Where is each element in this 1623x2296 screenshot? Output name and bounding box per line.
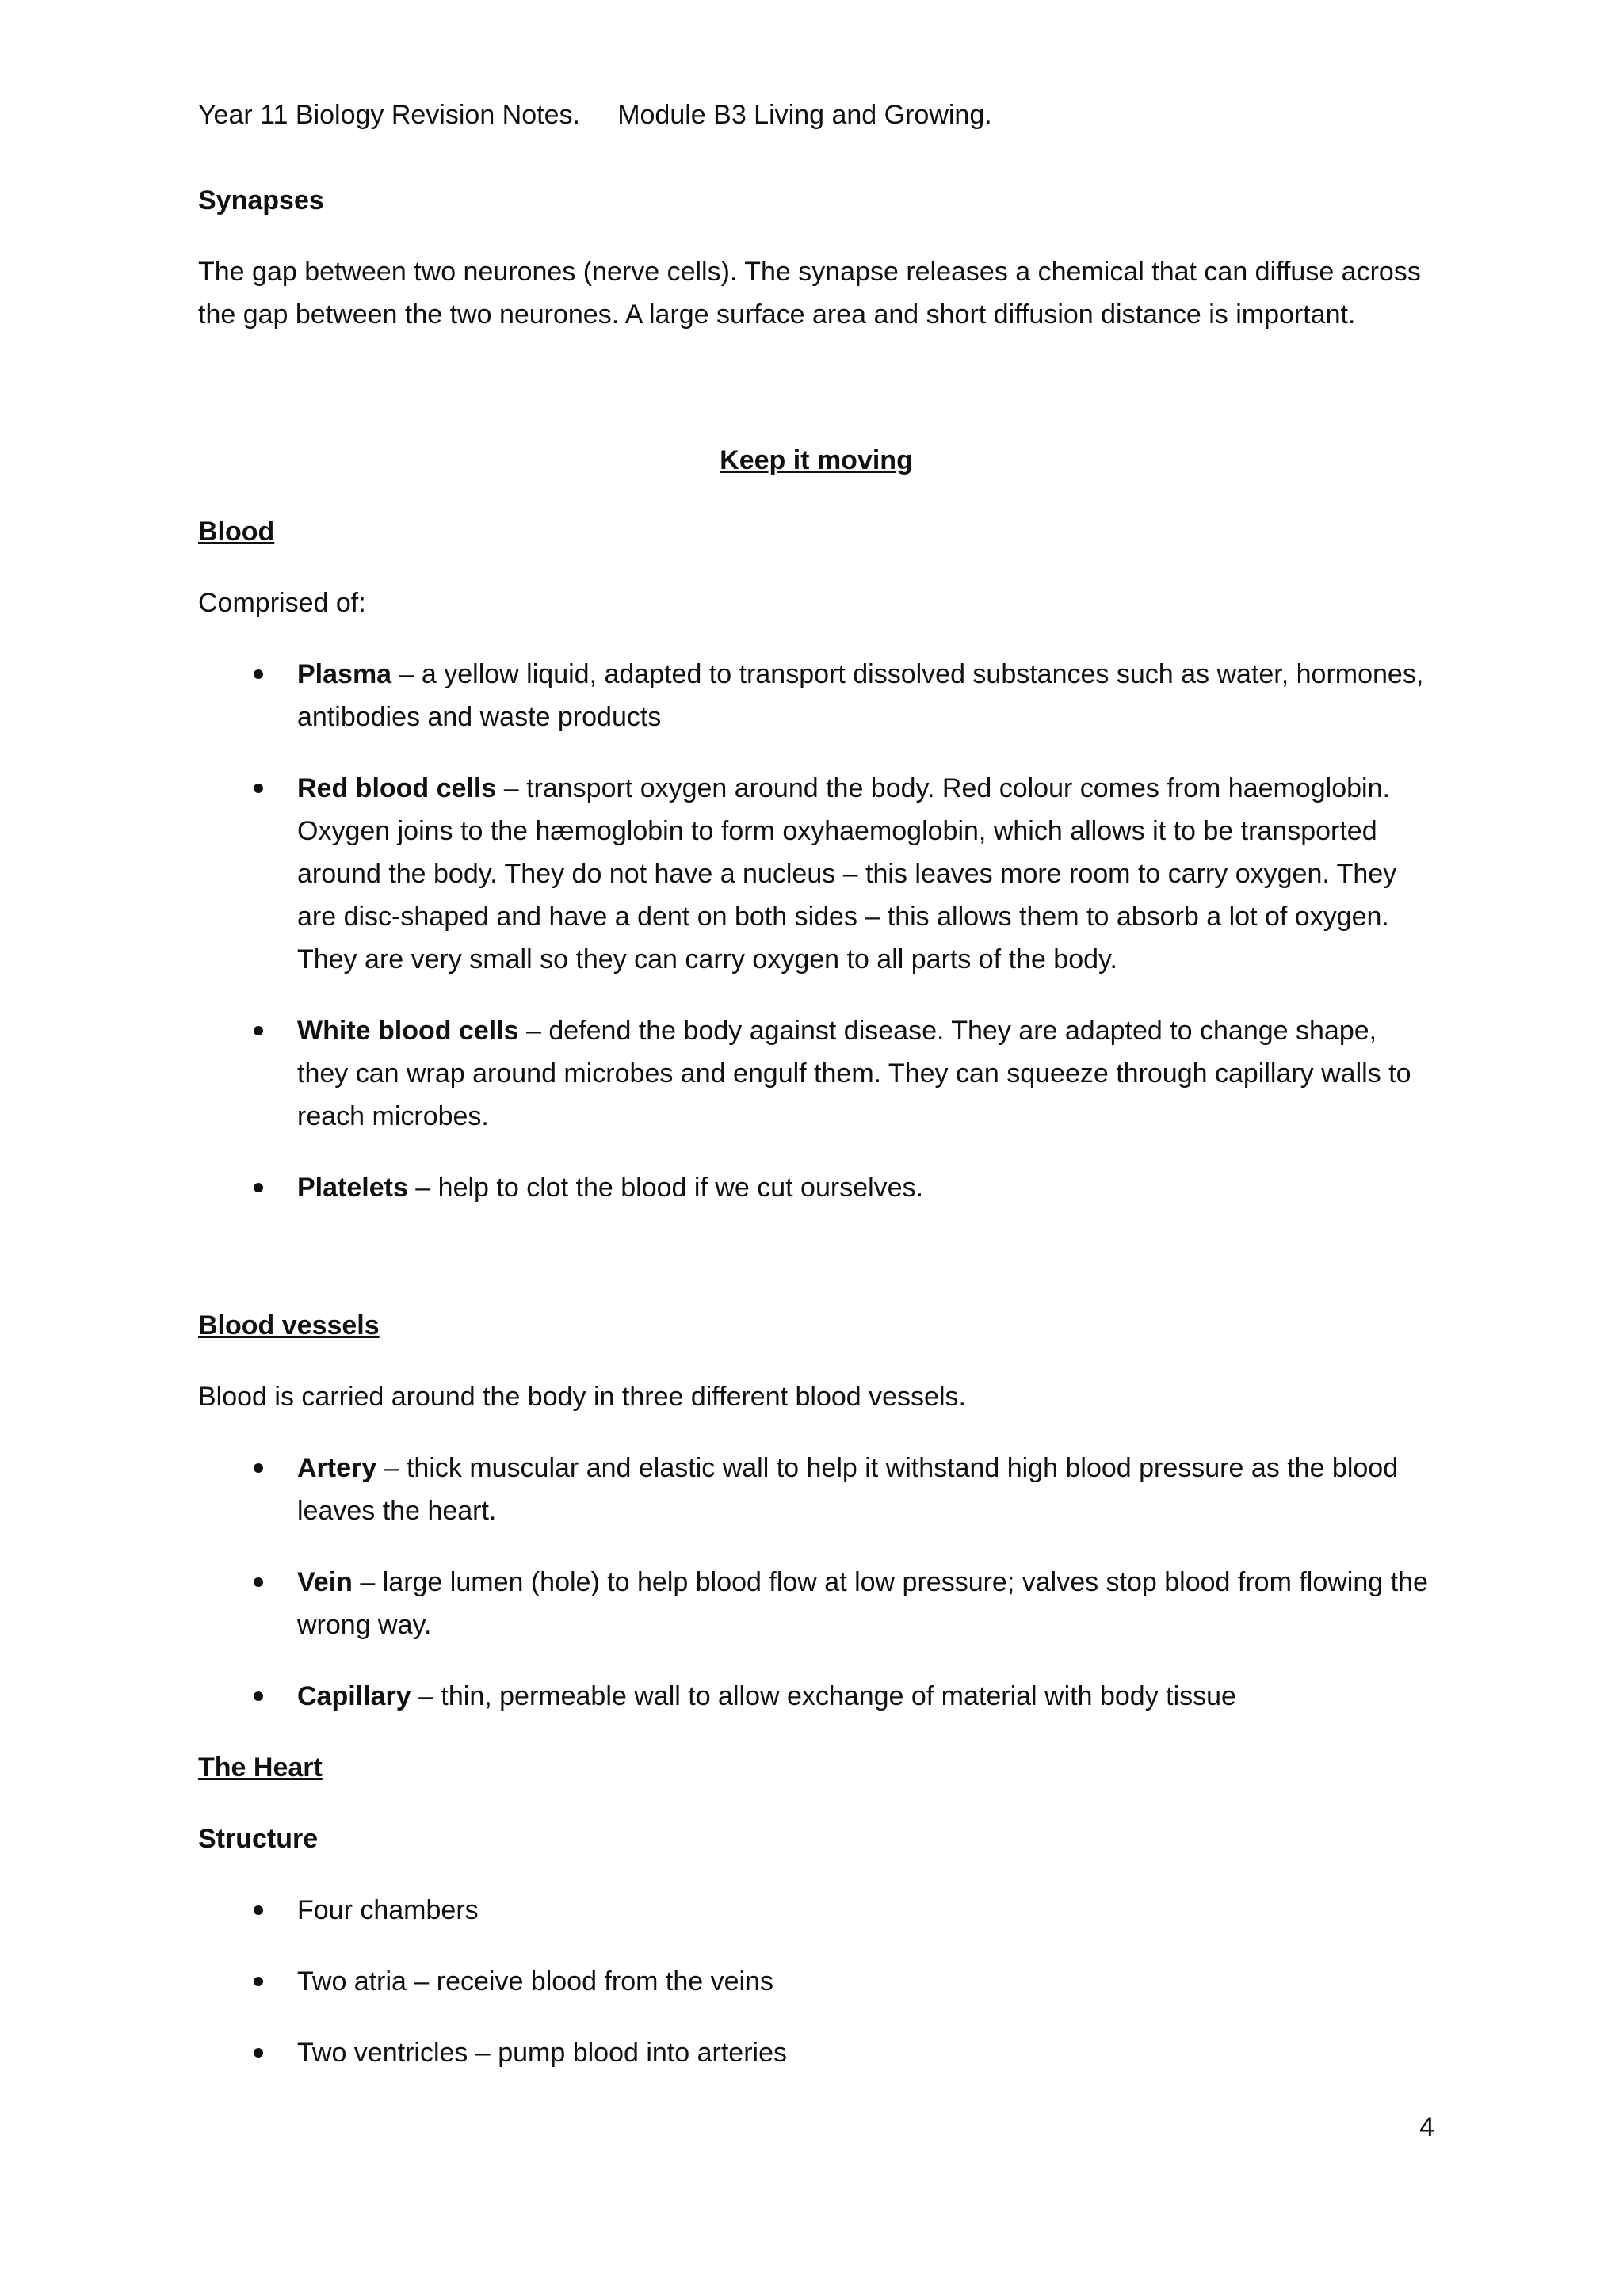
list-item-artery — [198, 1447, 1434, 1532]
section-title: Keep it moving — [720, 445, 913, 475]
list-item-two-ventricles: Two ventricles – pump blood into arteries — [198, 2031, 1434, 2074]
term-artery: Artery — [297, 1453, 377, 1483]
term-vein: Vein — [297, 1567, 353, 1597]
desc-artery: – thick muscular and elastic wall to help it withstand high blood pressure as the blood leaves the heart. — [297, 1453, 1399, 1526]
desc-plasma: – a yellow liquid, adapted to transport dissolved substances such as water, hormones, antibodies and waste products — [297, 659, 1424, 732]
list-item-capillary — [198, 1675, 1434, 1718]
heart-heading: The Heart — [198, 1753, 323, 1783]
synapses-text: The gap between two neurones (nerve cells). The synapse releases a chemical that can diffuse across the gap between the two neurones. A large surface area and short diffusion distance is important. — [198, 257, 1421, 330]
vessels-heading: Blood vessels — [198, 1310, 380, 1341]
header-left: Year 11 Biology Revision Notes. — [198, 100, 580, 130]
vessels-list — [198, 1447, 1434, 1718]
term-capillary: Capillary — [297, 1681, 411, 1711]
vessels-intro: Blood is carried around the body in three different blood vessels. — [198, 1382, 966, 1412]
heart-structure-list — [198, 1889, 1434, 2074]
term-platelets: Platelets — [297, 1173, 408, 1203]
list-item-red-blood-cells — [198, 767, 1434, 981]
list-item-plasma — [198, 653, 1434, 738]
desc-red-blood-cells: – transport oxygen around the body. Red colour comes from haemoglobin. Oxygen joins to the hæmoglobin to form oxyhaemoglobin, which allows it to be transported around the body. They do not have a nucleus – this leaves more room to carry oxygen. They are disc-shaped and have a dent on both sides – this allows them to absorb a lot of oxygen. They are very small so they can carry oxygen to all parts of the body. — [297, 773, 1397, 974]
header-right: Module B3 Living and Growing. — [617, 100, 992, 130]
page-content — [198, 93, 1434, 2074]
term-plasma: Plasma — [297, 659, 392, 689]
list-item-vein — [198, 1561, 1434, 1646]
desc-platelets: – help to clot the blood if we cut ourselves. — [407, 1173, 924, 1203]
term-red-blood-cells: Red blood cells — [297, 773, 497, 803]
blood-heading: Blood — [198, 517, 275, 547]
desc-white-blood-cells: – defend the body against disease. They are adapted to change shape, they can wrap around microbes and engulf them. They can squeeze through capillary walls to reach microbes. — [297, 1016, 1411, 1131]
running-header — [198, 93, 1434, 136]
blood-intro: Comprised of: — [198, 588, 366, 618]
blood-components-list — [198, 653, 1434, 1209]
structure-subheading: Structure — [198, 1824, 319, 1854]
desc-vein: – large lumen (hole) to help blood flow at low pressure; valves stop blood from flowing the wrong way. — [297, 1567, 1428, 1640]
synapses-heading: Synapses — [198, 185, 324, 215]
list-item-two-atria: Two atria – receive blood from the veins — [198, 1960, 1434, 2003]
term-white-blood-cells: White blood cells — [297, 1016, 519, 1046]
page-number: 4 — [1419, 2112, 1434, 2142]
list-item-platelets — [198, 1166, 1434, 1209]
desc-capillary: – thin, permeable wall to allow exchange of material with body tissue — [411, 1681, 1236, 1711]
list-item-white-blood-cells — [198, 1009, 1434, 1138]
list-item-four-chambers: Four chambers — [198, 1889, 1434, 1932]
